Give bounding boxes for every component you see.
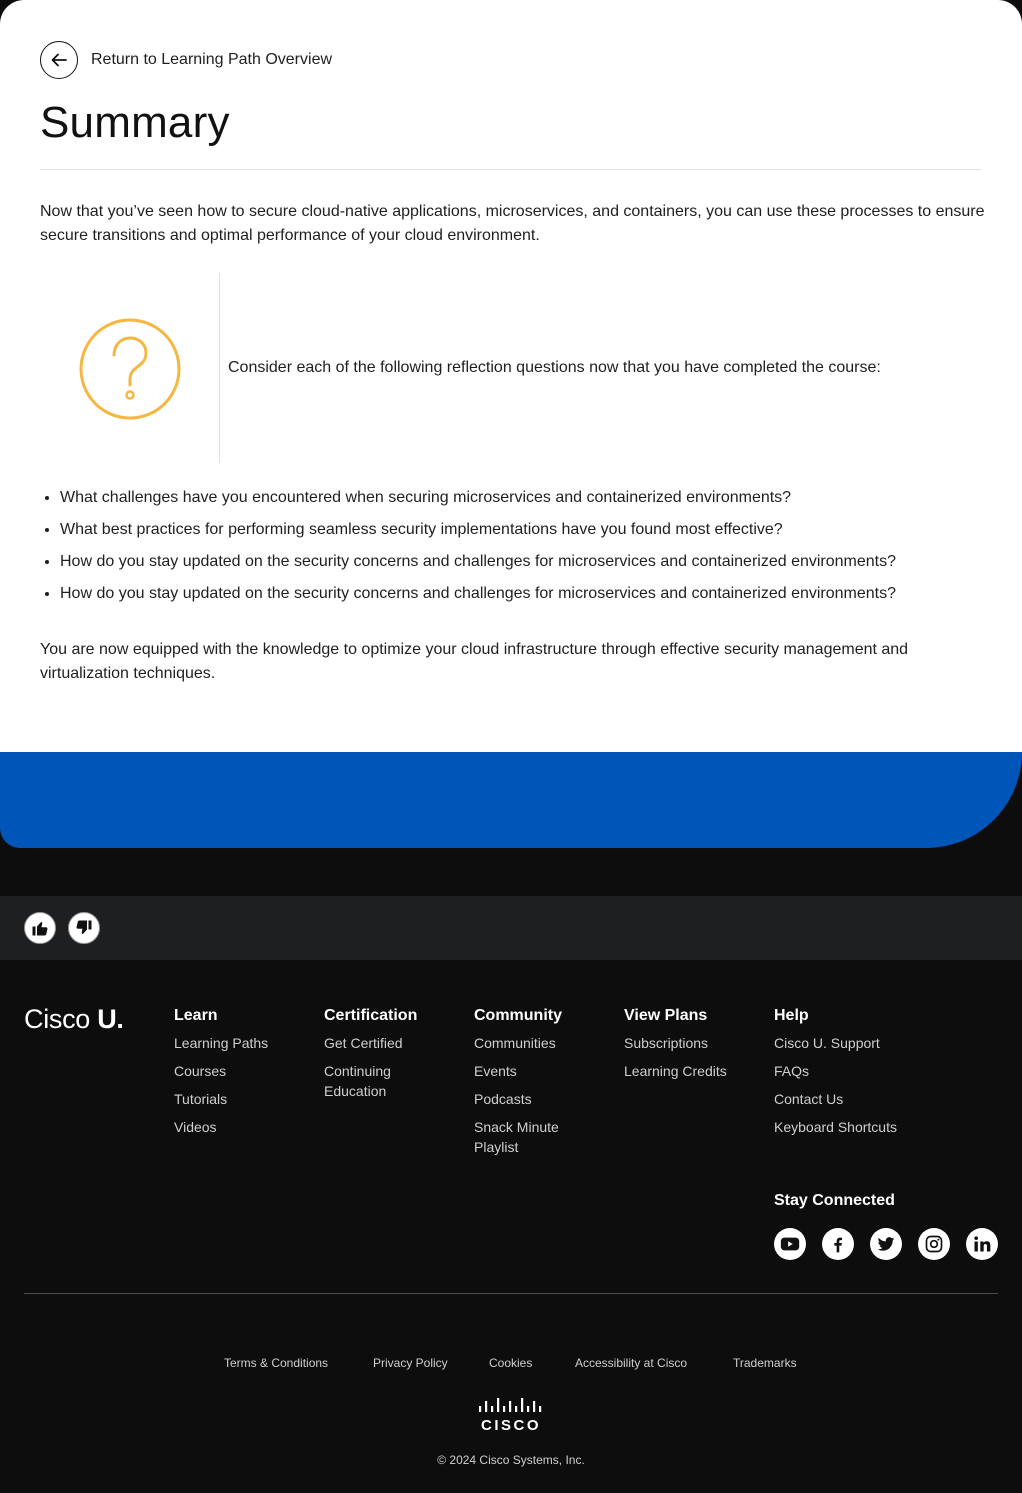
footer-column-help xyxy=(774,1006,974,1145)
cisco-logo[interactable] xyxy=(474,1396,548,1439)
footer-link[interactable]: Get Certified xyxy=(324,1035,403,1051)
feedback-bar xyxy=(0,896,1022,960)
twitter-icon xyxy=(876,1234,896,1254)
footer-link[interactable]: Contact Us xyxy=(774,1091,844,1107)
column-heading: Learn xyxy=(174,1007,218,1024)
question-item: • What challenges have you encountered when securing microservices and containerized environments? xyxy=(60,486,1020,510)
footer-link[interactable]: Continuing Education xyxy=(324,1063,391,1099)
facebook-link[interactable] xyxy=(822,1228,854,1260)
column-heading: Help xyxy=(774,1007,809,1024)
title-divider xyxy=(40,169,982,170)
youtube-link[interactable] xyxy=(774,1228,806,1260)
thumbs-up-icon xyxy=(31,919,49,937)
footer-link[interactable]: Tutorials xyxy=(174,1091,228,1107)
legal-link-cookies[interactable]: Cookies xyxy=(489,1356,533,1370)
thumbs-up-button[interactable] xyxy=(24,912,56,944)
instagram-icon xyxy=(924,1234,944,1254)
thumbs-down-button[interactable] xyxy=(68,912,100,944)
return-link[interactable] xyxy=(40,40,332,80)
thumbs-down-icon xyxy=(75,919,93,937)
legal-link-accessibility[interactable]: Accessibility at Cisco xyxy=(575,1356,688,1370)
footer-column-certification xyxy=(324,1006,434,1109)
footer-column-community xyxy=(474,1006,584,1165)
closing-paragraph: You are now equipped with the knowledge to optimize your cloud infrastructure through effective security management and virtualization techniques. xyxy=(40,641,909,682)
youtube-icon xyxy=(779,1233,801,1255)
back-arrow-icon[interactable] xyxy=(40,41,78,79)
cisco-u-logo[interactable] xyxy=(24,1004,124,1035)
facebook-icon xyxy=(828,1234,848,1254)
footer-link[interactable]: Courses xyxy=(174,1063,227,1079)
reflection-questions xyxy=(40,486,1020,614)
column-heading: Community xyxy=(474,1007,562,1024)
question-mark-icon xyxy=(78,317,182,421)
legal-link-terms[interactable]: Terms & Conditions xyxy=(224,1356,329,1370)
reflection-icon-cell xyxy=(40,273,220,463)
reflection-prompt: Consider each of the following reflection questions now that you have completed the course: xyxy=(228,359,881,376)
linkedin-link[interactable] xyxy=(966,1228,998,1260)
footer-link[interactable]: Learning Paths xyxy=(174,1035,269,1051)
footer-link[interactable]: Communities xyxy=(474,1035,556,1051)
footer-link[interactable]: Learning Credits xyxy=(624,1063,727,1079)
brand-bold: U. xyxy=(97,1004,124,1034)
intro-paragraph: Now that you’ve seen how to secure cloud-native applications, microservices, and containers, you can use these processes to ensure secure transitions and optimal performance of your cloud environment. xyxy=(40,203,985,244)
question-item: • How do you stay updated on the security concerns and challenges for microservices and containerized environments? xyxy=(60,582,1020,606)
instagram-link[interactable] xyxy=(918,1228,950,1260)
stay-connected-heading: Stay Connected xyxy=(774,1192,895,1209)
column-heading: View Plans xyxy=(624,1007,708,1024)
footer-link[interactable]: Cisco U. Support xyxy=(774,1035,880,1051)
footer-link[interactable]: Snack Minute Playlist xyxy=(474,1119,559,1155)
question-item: • How do you stay updated on the security concerns and challenges for microservices and containerized environments? xyxy=(60,550,1020,574)
question-item: • What best practices for performing seamless security implementations have you found most effective? xyxy=(60,518,1020,542)
cisco-logo-text: CISCO xyxy=(480,1417,542,1434)
twitter-link[interactable] xyxy=(870,1228,902,1260)
legal-link-trademarks[interactable]: Trademarks xyxy=(733,1356,797,1370)
footer-link[interactable]: Subscriptions xyxy=(624,1035,709,1051)
footer-link[interactable]: Keyboard Shortcuts xyxy=(774,1119,897,1135)
page-title: Summary xyxy=(40,98,230,147)
footer-column-learn xyxy=(174,1006,319,1145)
footer-link[interactable]: FAQs xyxy=(774,1063,810,1079)
footer-divider xyxy=(24,1293,998,1294)
footer-link[interactable]: Events xyxy=(474,1063,517,1079)
legal-link-privacy[interactable]: Privacy Policy xyxy=(373,1356,448,1370)
footer-column-view-plans xyxy=(624,1006,769,1089)
column-heading: Certification xyxy=(324,1007,418,1024)
site-footer xyxy=(0,960,1022,1493)
footer-link[interactable]: Podcasts xyxy=(474,1091,532,1107)
footer-link[interactable]: Videos xyxy=(174,1119,217,1135)
return-link-label[interactable]: Return to Learning Path Overview xyxy=(91,51,333,68)
blue-banner xyxy=(0,752,1022,848)
brand-text: Cisco xyxy=(24,1004,91,1034)
linkedin-icon xyxy=(972,1234,992,1254)
copyright: © 2024 Cisco Systems, Inc. xyxy=(437,1453,585,1467)
